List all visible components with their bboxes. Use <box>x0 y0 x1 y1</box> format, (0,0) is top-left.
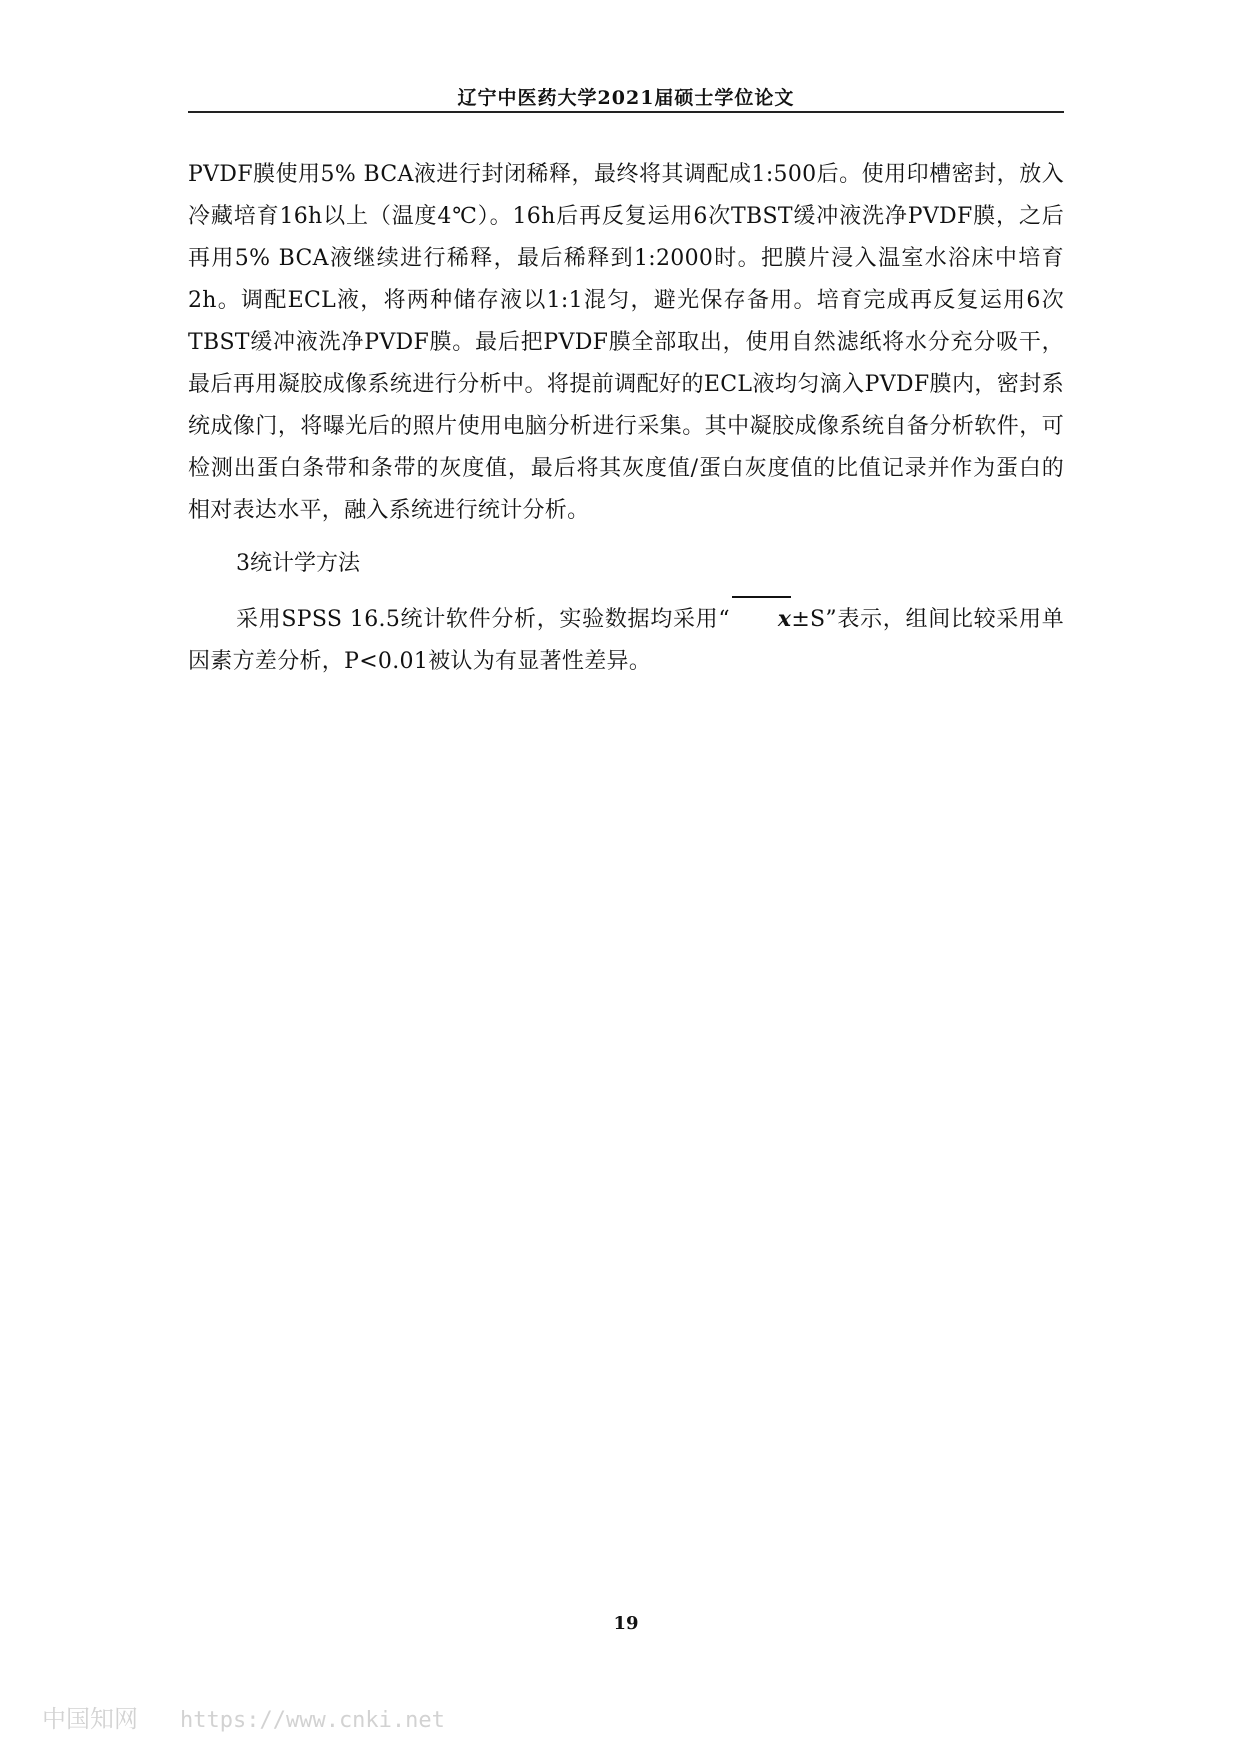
page-number: 19 <box>613 1613 639 1634</box>
section-heading-statistics: 3统计学方法 <box>236 551 360 576</box>
running-header: 辽宁中医药大学2021届硕士学位论文 <box>457 87 795 109</box>
watermark-brand: 中国知网 <box>42 1705 138 1733</box>
watermark <box>42 1704 445 1736</box>
mean-symbol: x <box>730 596 791 640</box>
paragraph-statistics-part2: ±S”表示，组间比较采用单因素方差分析，P<0.01被认为有显著性差异。 <box>188 607 1065 674</box>
paragraph-western-blot: PVDF膜使用5% BCA液进行封闭稀释，最终将其调配成1:500后。使用印槽密封，放入冷藏培育16h以上（温度4℃）。16h后再反复运用6次TBST缓冲液洗净PVDF膜，之后再用5% BCA液继续进行稀释，最后稀释到1:2000时。把膜片浸入温室水浴床中培育2h。调配ECL液，将两种储存液以1:1混匀，避光保存备用。培育完成再反复运用6次TBST缓冲液洗净PVDF膜。最后把PVDF膜全部取出，使用自然滤纸将水分充分吸干，最后再用凝胶成像系统进行分析中。将提前调配好的ECL液均匀滴入PVDF膜内，密封系统成像门，将曝光后的照片使用电脑分析进行采集。其中凝胶成像系统自备分析软件，可检测出蛋白条带和条带的灰度值，最后将其灰度值/蛋白灰度值的比值记录并作为蛋白的相对表达水平，融入系统进行统计分析。 <box>188 162 1064 523</box>
paragraph-statistics-part1: 采用SPSS 16.5统计软件分析，实验数据均采用“ <box>236 607 730 632</box>
body-text <box>188 154 1064 683</box>
paragraph-statistics <box>188 596 1064 683</box>
header-divider <box>188 111 1064 113</box>
watermark-url: https://www.cnki.net <box>180 1708 445 1733</box>
